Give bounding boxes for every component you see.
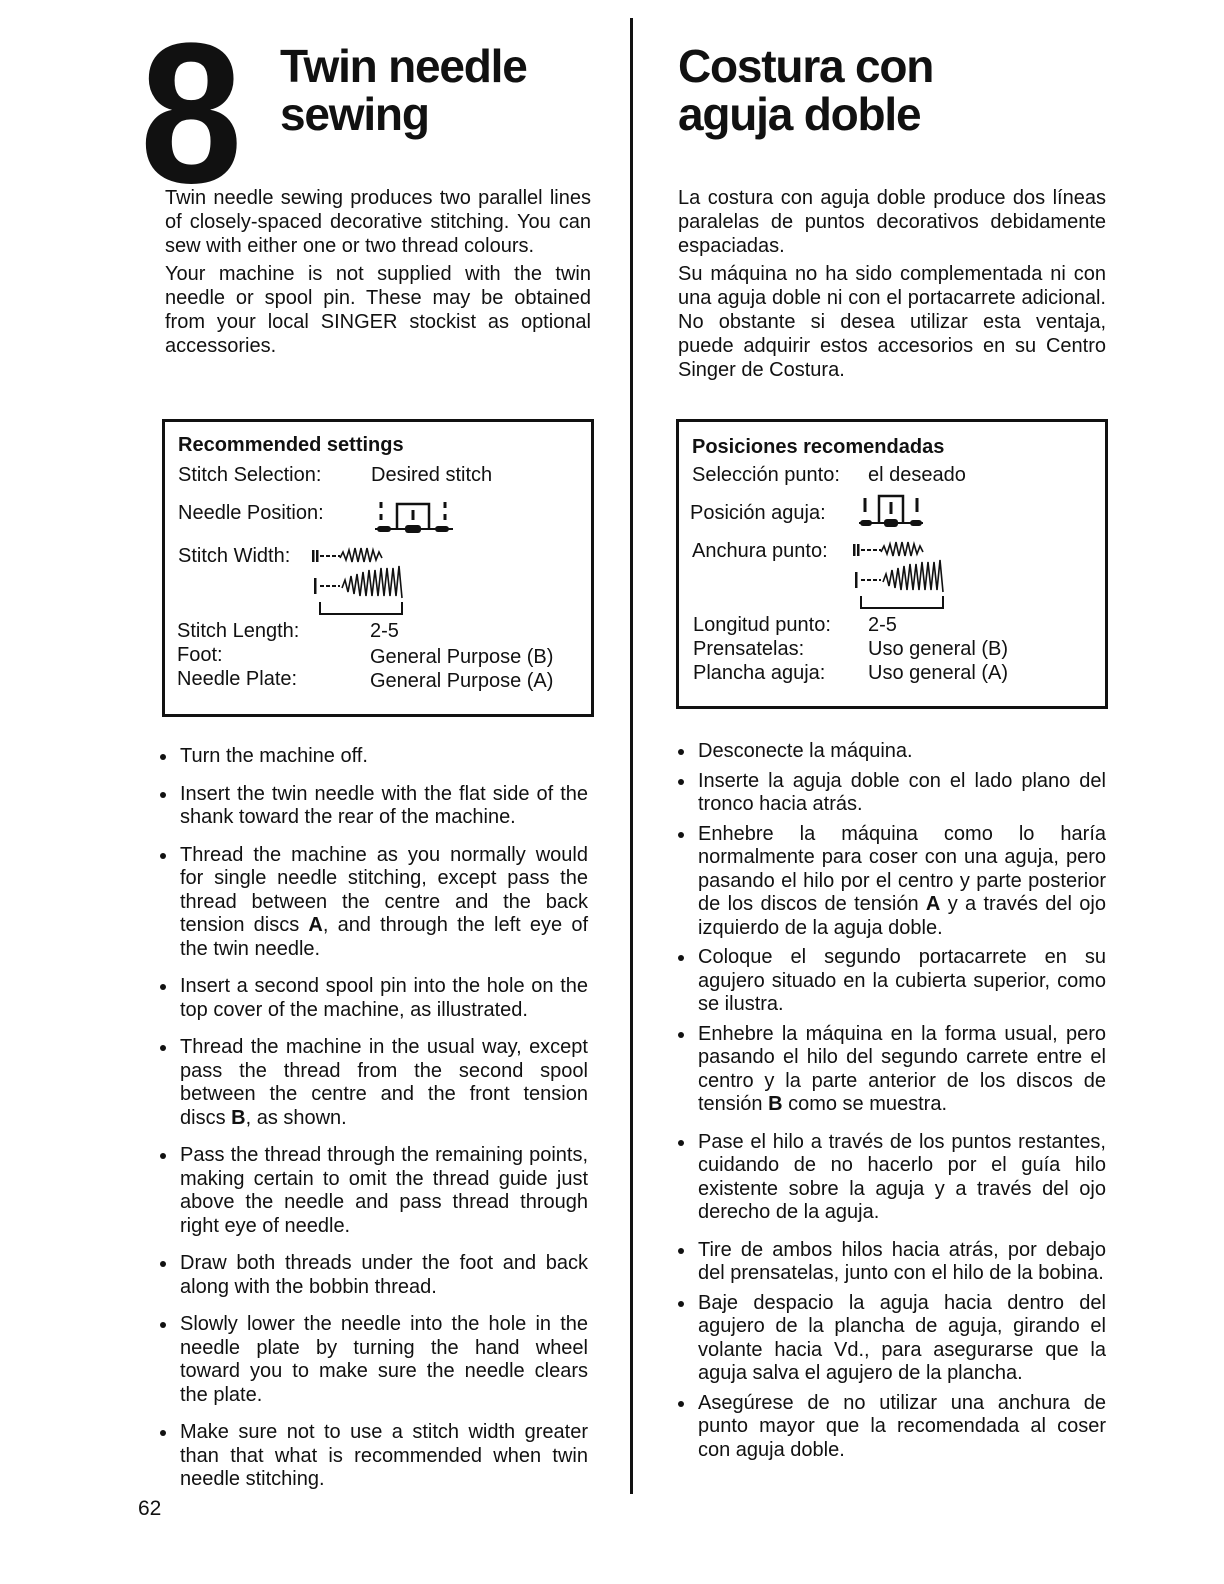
list-item: Baje despacio la aguja hacia dentro del agujero de la plancha de aguja, girando el volante hacia Vd., para asegurarse que la aguja salva el agujero de la plancha.	[678, 1292, 1106, 1386]
intro-paragraph: La costura con aguja doble produce dos líneas paralelas de puntos decorativos debidamente espaciadas.	[678, 187, 1106, 257]
stitch-selection-label: Selección punto:	[692, 464, 840, 486]
stitch-selection-label: Stitch Selection:	[178, 464, 322, 486]
recommended-settings-box	[676, 419, 1108, 709]
needle-position-label: Needle Position:	[178, 502, 324, 524]
settings-heading: Recommended settings	[178, 434, 404, 456]
instruction-list-spanish	[678, 740, 1106, 1468]
foot-label: Foot:	[177, 644, 223, 666]
settings-heading: Posiciones recomendadas	[692, 436, 945, 458]
title-line-1: Costura con	[678, 40, 934, 92]
stitch-length-value: 2-5	[868, 614, 897, 636]
intro-paragraph: Your machine is not supplied with the twin needle or spool pin. These may be obtained from your local SINGER stockist as optional accessories.	[165, 263, 591, 357]
list-item: Thread the machine in the usual way, except pass the thread from the second spool between the centre and the front tension discs B, as shown.	[160, 1036, 588, 1130]
list-item: Draw both threads under the foot and back along with the bobbin thread.	[160, 1252, 588, 1299]
list-item: Turn the machine off.	[160, 745, 588, 769]
stitch-length-value: 2-5	[370, 620, 399, 642]
stitch-length-label: Longitud punto:	[693, 614, 831, 636]
list-item: Tire de ambos hilos hacia atrás, por debajo del prensatelas, junto con el hilo de la bobina.	[678, 1239, 1106, 1286]
list-item: Insert the twin needle with the flat side of the shank toward the rear of the machine.	[160, 783, 588, 830]
stitch-selection-value: Desired stitch	[371, 464, 493, 486]
needle-plate-label: Needle Plate:	[177, 668, 298, 690]
foot-value: Uso general (B)	[868, 638, 1009, 660]
needle-plate-label: Plancha aguja:	[693, 662, 826, 684]
list-item: Pase el hilo a través de los puntos restantes, cuidando de no hacerlo por el guía hilo existente sobre la aguja y a través del ojo derecho de la aguja.	[678, 1131, 1106, 1225]
list-item: Coloque el segundo portacarrete en su agujero situado en la cubierta superior, como se ilustra.	[678, 946, 1106, 1017]
intro-english	[165, 186, 591, 362]
list-item: Make sure not to use a stitch width greater than that what is recommended when twin needle stitching.	[160, 1421, 588, 1492]
title-line-2: aguja doble	[678, 88, 921, 140]
needle-plate-value: Uso general (A)	[868, 662, 1009, 684]
list-item: Insert a second spool pin into the hole on the top cover of the machine, as illustrated.	[160, 975, 588, 1022]
needle-position-label: Posición aguja:	[690, 502, 826, 524]
page-number: 62	[138, 1497, 162, 1520]
stitch-width-icon	[310, 544, 440, 616]
stitch-width-label: Anchura punto:	[692, 540, 828, 562]
recommended-settings-box	[162, 419, 594, 717]
stitch-width-label: Stitch Width:	[178, 545, 291, 567]
list-item: Slowly lower the needle into the hole in the needle plate by turning the hand wheel toward you to make sure the needle clears the plate.	[160, 1313, 588, 1407]
list-item: Desconecte la máquina.	[678, 740, 1106, 764]
instruction-list-english	[160, 745, 588, 1506]
stitch-selection-value: el deseado	[868, 464, 966, 486]
stitch-width-icon	[851, 538, 981, 610]
needle-position-icon	[859, 492, 923, 532]
intro-paragraph: Su máquina no ha sido complementada ni con una aguja doble ni con el portacarrete adicional. No obstante si desea utilizar esta ventaja, puede adquirir estos accesorios en su Centro Singer de Costura.	[678, 263, 1106, 381]
foot-value: General Purpose (B)	[370, 646, 554, 668]
list-item: Thread the machine as you normally would for single needle stitching, except pass the thread between the centre and the back tension discs A, and through the left eye of the twin needle.	[160, 844, 588, 962]
intro-paragraph: Twin needle sewing produces two parallel lines of closely-spaced decorative stitching. You can sew with either one or two thread colours.	[165, 187, 591, 257]
title-line-1: Twin needle	[280, 40, 527, 92]
stitch-length-label: Stitch Length:	[177, 620, 300, 642]
list-item: Enhebre la máquina como lo haría normalmente para coser con una aguja, pero pasando el hilo por el centro y parte posterior de los discos de tensión A y a través del ojo izquierdo de la aguja doble.	[678, 823, 1106, 941]
title-line-2: sewing	[280, 88, 429, 140]
needle-position-icon	[375, 498, 453, 538]
list-item: Asegúrese de no utilizar una anchura de punto mayor que la recomendada al coser con aguja doble.	[678, 1392, 1106, 1463]
chapter-number: 8	[140, 2, 239, 225]
list-item: Inserte la aguja doble con el lado plano del tronco hacia atrás.	[678, 770, 1106, 817]
foot-label: Prensatelas:	[693, 638, 805, 660]
intro-spanish	[678, 186, 1106, 386]
title-english	[280, 42, 527, 138]
title-spanish	[678, 42, 933, 138]
list-item: Enhebre la máquina en la forma usual, pero pasando el hilo del segundo carrete entre el centro y la parte anterior de los discos de tensión B como se muestra.	[678, 1023, 1106, 1117]
list-item: Pass the thread through the remaining points, making certain to omit the thread guide just above the needle and pass thread through right eye of needle.	[160, 1144, 588, 1238]
column-divider	[630, 18, 633, 1494]
needle-plate-value: General Purpose (A)	[370, 670, 554, 692]
